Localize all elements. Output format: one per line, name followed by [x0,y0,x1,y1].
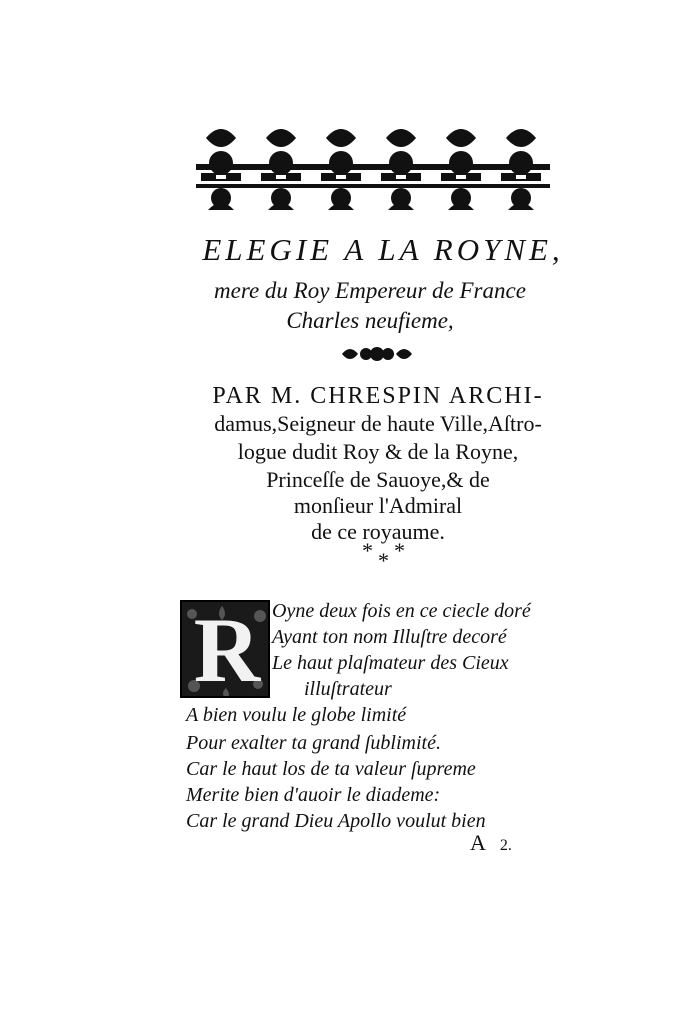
woodcut-ornament-banner [196,118,550,218]
subtitle-line-2: Charles neufieme, [286,308,454,333]
svg-text:*: * [378,548,389,570]
author-line-4: Princeſſe de Sauoye,& de [266,467,490,492]
drop-cap-letter: R [193,600,261,698]
verse-line-8: Merite bien d'auoir le diademe: [186,784,441,806]
author-line-3: logue dudit Roy & de la Royne, [237,439,519,464]
verse-line-5: A bien voulu le globe limité [186,704,407,726]
verse-line-9: Car le grand Dieu Apollo voulut bien [186,810,486,832]
author-line-6: de ce royaume. [311,519,445,544]
verse-line-6: Pour exalter ta grand ſublimité. [186,732,441,754]
svg-text:*: * [394,540,405,563]
fleuron-icon [340,344,414,364]
signature-letter: A [470,830,486,855]
verse-line-7: Car le haut los de ta valeur ſupreme [186,758,476,780]
signature-mark [470,830,512,859]
signature-number: 2. [499,837,512,854]
asterism-ornament [362,540,412,570]
author-line-1: PAR M. CHRESPIN ARCHI- [212,383,544,409]
asterism-icon [362,540,412,570]
author-line-5: monſieur l'Admiral [293,493,463,518]
title: ELEGIE A LA ROYNE, [202,232,564,267]
svg-text:*: * [362,540,373,563]
drop-cap-initial [180,600,270,698]
verse-line-1: Oyne deux fois en ce ciecle doré [272,600,531,622]
subtitle-line-1: mere du Roy Empereur de France [214,278,526,303]
author-line-2: damus,Seigneur de haute Ville,Aſtro- [214,411,542,436]
verse-line-4: illuſtrateur [304,678,392,700]
verse-line-3: Le haut plaſmateur des Cieux [272,652,509,674]
verse-line-2: Ayant ton nom Illuſtre decoré [272,626,507,648]
